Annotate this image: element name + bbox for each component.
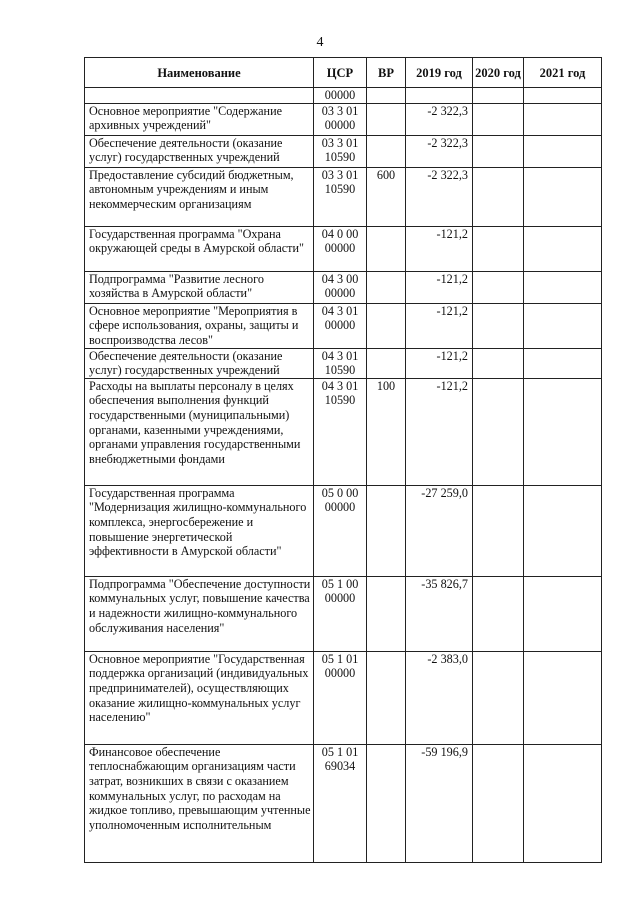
row-2021 (524, 378, 602, 485)
page-number: 4 (316, 35, 324, 50)
row-2020 (473, 271, 524, 303)
header-2020: 2020 год (473, 58, 524, 88)
row-2019: -59 196,9 (406, 744, 473, 862)
header-row (85, 58, 602, 88)
row-2021 (524, 103, 602, 135)
row-2019: -121,2 (406, 271, 473, 303)
table-row (85, 303, 602, 348)
row-2020 (473, 348, 524, 378)
row-csr: 04 3 01 00000 (314, 303, 367, 348)
table-row (85, 135, 602, 167)
row-name: Обеспечение деятельности (оказание услуг) государственных учреждений (85, 135, 314, 167)
row-name: Финансовое обеспечение теплоснабжающим организациям части затрат, возникших в связи с оказанием коммунальных услуг, по расходам на жидкое топливо, превышающим учтенные уполномоченным исполнительным (85, 744, 314, 862)
row-csr: 04 0 00 00000 (314, 226, 367, 271)
row-csr: 05 1 01 69034 (314, 744, 367, 862)
table-row (85, 576, 602, 651)
row-csr: 04 3 01 10590 (314, 348, 367, 378)
row-2019 (406, 88, 473, 104)
row-2021 (524, 485, 602, 576)
row-2021 (524, 651, 602, 744)
row-csr: 05 1 01 00000 (314, 651, 367, 744)
row-2021 (524, 303, 602, 348)
row-2019: -121,2 (406, 303, 473, 348)
row-2021 (524, 88, 602, 104)
row-csr: 03 3 01 10590 (314, 167, 367, 226)
row-2019: -2 322,3 (406, 135, 473, 167)
row-name: Государственная программа "Модернизация жилищно-коммунального комплекса, энергосбережение и повышение энергетической эффективности в Амурской области" (85, 485, 314, 576)
row-name: Основное мероприятие "Государственная поддержка организаций (индивидуальных предпринимателей), осуществляющих оказание жилищно-коммунальных услуг населению" (85, 651, 314, 744)
row-2020 (473, 88, 524, 104)
row-2021 (524, 576, 602, 651)
row-vr (367, 744, 406, 862)
row-vr (367, 226, 406, 271)
table-row (85, 271, 602, 303)
row-2021 (524, 167, 602, 226)
row-2019: -2 322,3 (406, 103, 473, 135)
row-2019: -2 322,3 (406, 167, 473, 226)
row-vr (367, 348, 406, 378)
row-2020 (473, 744, 524, 862)
table-row (85, 226, 602, 271)
row-name: Основное мероприятие "Содержание архивных учреждений" (85, 103, 314, 135)
header-name: Наименование (85, 58, 314, 88)
row-vr (367, 485, 406, 576)
row-name: Основное мероприятие "Мероприятия в сфере использования, охраны, защиты и воспроизводства лесов" (85, 303, 314, 348)
table-row (85, 744, 602, 862)
row-csr: 04 3 00 00000 (314, 271, 367, 303)
row-name: Подпрограмма "Обеспечение доступности коммунальных услуг, повышение качества и надежности жилищно-коммунального обслуживания населения" (85, 576, 314, 651)
row-csr: 04 3 01 10590 (314, 378, 367, 485)
row-name: Государственная программа "Охрана окружающей среды в Амурской области" (85, 226, 314, 271)
row-vr: 600 (367, 167, 406, 226)
row-name: Подпрограмма "Развитие лесного хозяйства в Амурской области" (85, 271, 314, 303)
row-2021 (524, 744, 602, 862)
row-csr: 03 3 01 10590 (314, 135, 367, 167)
table-row (85, 167, 602, 226)
row-csr: 05 1 00 00000 (314, 576, 367, 651)
table-row (85, 651, 602, 744)
row-2020 (473, 135, 524, 167)
row-vr (367, 135, 406, 167)
header-2019: 2019 год (406, 58, 473, 88)
header-csr: ЦСР (314, 58, 367, 88)
row-vr (367, 576, 406, 651)
row-2019: -2 383,0 (406, 651, 473, 744)
row-2020 (473, 485, 524, 576)
row-name (85, 88, 314, 104)
budget-table (84, 57, 602, 863)
row-2019: -121,2 (406, 226, 473, 271)
row-2021 (524, 226, 602, 271)
row-2019: -121,2 (406, 378, 473, 485)
row-2019: -35 826,7 (406, 576, 473, 651)
row-csr: 03 3 01 00000 (314, 103, 367, 135)
row-csr: 00000 (314, 88, 367, 104)
table-row (85, 348, 602, 378)
row-vr (367, 303, 406, 348)
table-row (85, 103, 602, 135)
row-2020 (473, 651, 524, 744)
row-vr: 100 (367, 378, 406, 485)
header-2021: 2021 год (524, 58, 602, 88)
table-row (85, 485, 602, 576)
row-2021 (524, 271, 602, 303)
row-vr (367, 103, 406, 135)
row-2021 (524, 135, 602, 167)
row-2020 (473, 167, 524, 226)
row-vr (367, 271, 406, 303)
row-name: Предоставление субсидий бюджетным, автономным учреждениям и иным некоммерческим организациям (85, 167, 314, 226)
row-vr (367, 651, 406, 744)
row-2021 (524, 348, 602, 378)
row-2020 (473, 378, 524, 485)
row-2020 (473, 303, 524, 348)
row-2019: -121,2 (406, 348, 473, 378)
row-csr: 05 0 00 00000 (314, 485, 367, 576)
table-row (85, 88, 602, 104)
header-vr: ВР (367, 58, 406, 88)
row-name: Расходы на выплаты персоналу в целях обеспечения выполнения функций государственными (муниципальными) органами, казенными учреждениями, органами управления государственными внебюджетными фондами (85, 378, 314, 485)
row-2020 (473, 226, 524, 271)
row-name: Обеспечение деятельности (оказание услуг) государственных учреждений (85, 348, 314, 378)
budget-table-container (84, 57, 602, 863)
row-vr (367, 88, 406, 104)
row-2020 (473, 103, 524, 135)
row-2019: -27 259,0 (406, 485, 473, 576)
table-row (85, 378, 602, 485)
row-2020 (473, 576, 524, 651)
